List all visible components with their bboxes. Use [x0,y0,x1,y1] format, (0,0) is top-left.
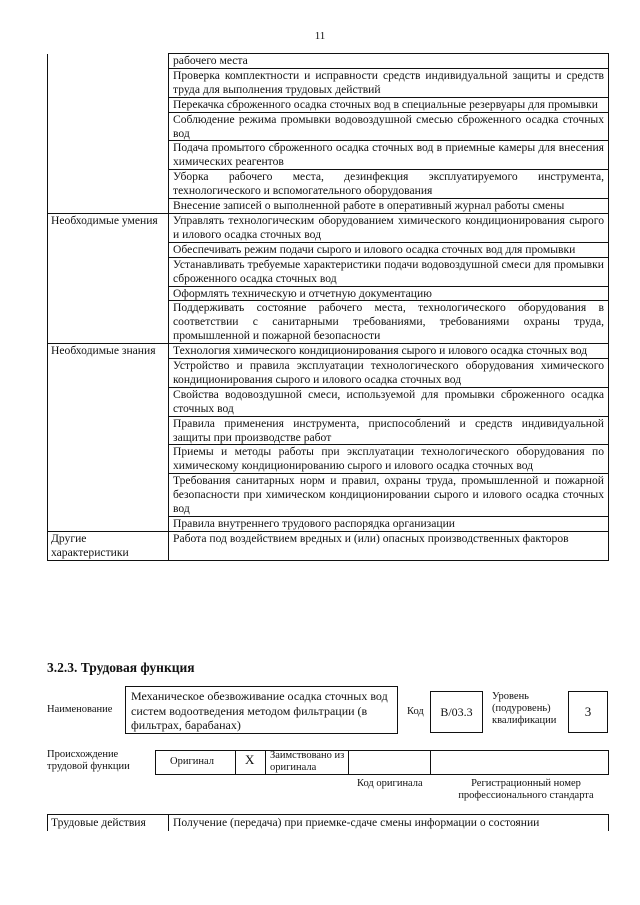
origin-divider [348,750,349,775]
item-cell: Правила применения инструмента, приспособлений и средств индивидуальной защиты при производстве работ [169,416,609,445]
item-cell: Перекачка сброженного осадка сточных вод в специальные резервуары для промывки [169,97,609,112]
item-cell: Работа под воздействием вредных и (или) опасных производственных факторов [169,531,609,560]
actions-table [47,814,609,831]
category-cell [48,54,169,214]
borrowed-label: Заимствовано из оригинала [270,750,345,773]
item-cell: Приемы и методы работы при эксплуатации технологического оборудования по химическому кондиционированию сырого и илового осадка сточных вод [169,445,609,474]
item-cell: Технология химического кондиционирования сырого и илового осадка сточных вод [169,344,609,359]
item-cell: Проверка комплектности и исправности средств индивидуальной защиты и средств труда для выполнения трудовых действий [169,68,609,97]
item-cell: Поддерживать состояние рабочего места, технологического оборудования в соответствии с санитарными требованиями, требованиями охраны труда, промышленной и пожарной безопасности [169,301,609,344]
item-cell: Внесение записей о выполненной работе в оперативный журнал работы смены [169,199,609,214]
category-cell: Трудовые действия [48,815,169,832]
origin-divider [430,750,431,775]
original-label: Оригинал [170,756,214,767]
function-name-field: Механическое обезвоживание осадка сточных вод систем водоотведения методом фильтрации (в фильтрах, барабанах) [125,686,398,734]
level-label: Уровень (подуровень) квалификации [492,691,557,726]
origin-label: Происхождение трудовой функции [47,749,130,772]
item-cell: Устройство и правила эксплуатации технологического оборудования химического кондиционирования сырого и илового осадка сточных вод [169,359,609,388]
origin-divider [235,750,236,775]
item-cell: рабочего места [169,54,609,69]
table-row [48,54,609,69]
item-cell: Уборка рабочего места, дезинфекция эксплуатируемого инструмента, технологического и вспомогательного оборудования [169,170,609,199]
item-cell: Правила внутреннего трудового распорядка организации [169,517,609,532]
category-cell: Необходимые знания [48,344,169,532]
name-label: Наименование [47,704,113,715]
item-cell: Соблюдение режима промывки водовоздушной смесью сброженного осадка сточных вод [169,112,609,141]
requirements-table [47,53,609,561]
level-field: 3 [568,691,608,733]
original-mark: X [245,752,255,767]
item-cell: Обеспечивать режим подачи сырого и илового осадка сточных вод для промывки [169,242,609,257]
item-cell: Свойства водовоздушной смеси, используемой для промывки сброженного осадка сточных вод [169,387,609,416]
item-cell: Подача промытого сброженного осадка сточных вод в приемные камеры для внесения химических реагентов [169,141,609,170]
table-row [48,531,609,560]
origin-divider [265,750,266,775]
item-cell: Требования санитарных норм и правил, охраны труда, промышленной и пожарной безопасности при химическом кондиционировании сырого и илового осадка сточных вод [169,474,609,517]
code-label: Код [407,706,424,717]
section-title: 3.2.3. Трудовая функция [47,660,195,675]
page-number: 11 [314,30,326,42]
item-cell: Управлять технологическим оборудованием химического кондиционирования сырого и илового осадка сточных вод [169,213,609,242]
registration-number-caption: Регистрационный номер профессионального стандарта [458,778,594,801]
item-cell: Устанавливать требуемые характеристики подачи водовоздушной смеси для промывки сброженного осадка сточных вод [169,257,609,286]
category-cell: Другие характеристики [48,531,169,560]
table-row [48,815,609,832]
code-field: B/03.3 [430,691,483,733]
table-row [48,213,609,242]
item-cell: Получение (передача) при приемке-сдаче смены информации о состоянии [169,815,609,832]
code-original-caption: Код оригинала [357,778,423,789]
category-cell: Необходимые умения [48,213,169,343]
origin-strip [155,750,609,775]
table-row [48,344,609,359]
item-cell: Оформлять техническую и отчетную документацию [169,286,609,301]
